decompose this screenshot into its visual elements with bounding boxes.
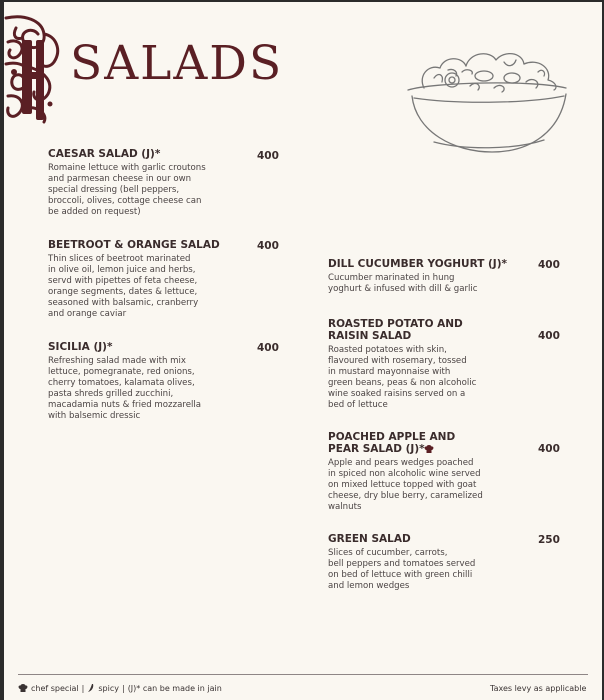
footer-divider xyxy=(18,674,588,675)
menu-item-caesar-salad xyxy=(48,148,238,218)
page-title: SALADS xyxy=(70,36,284,91)
item-description: Thin slices of beetroot marinated in olive oil, lemon juice and herbs, servd with pipettes of feta cheese, orange segments, dates & lettuce, seasoned with balsamic, cranberry and orange caviar xyxy=(48,254,199,319)
menu-item-beetroot-orange-salad xyxy=(48,239,248,320)
item-price: 400 xyxy=(538,259,560,271)
item-name: SICILIA (J)* xyxy=(48,341,113,353)
legend-spicy: spicy xyxy=(98,683,119,693)
menu-item-poached-apple-pear-salad xyxy=(328,431,533,513)
item-price: 400 xyxy=(257,342,279,354)
item-description: Slices of cucumber, carrots, bell peppers and tomatoes served on bed of lettuce with green chilli and lemon wedges xyxy=(328,548,476,591)
item-price: 400 xyxy=(538,330,560,342)
ornament-flourish-icon xyxy=(4,12,64,124)
item-name: DILL CUCUMBER YOGHURT (J)* xyxy=(328,258,508,270)
item-price: 400 xyxy=(538,443,560,455)
menu-item-roasted-potato-raisin-salad xyxy=(328,318,528,411)
item-name: GREEN SALAD xyxy=(328,533,411,545)
item-description: Refreshing salad made with mix lettuce, pomegranate, red onions, cherry tomatoes, kalamata olives, pasta shreds grilled zucchini, macadamia nuts & fried mozzarella with balsemic dressic xyxy=(48,356,202,421)
item-name: BEETROOT & ORANGE SALAD xyxy=(48,239,220,251)
item-price: 400 xyxy=(257,240,279,252)
item-name: CAESAR SALAD (J)* xyxy=(48,148,161,160)
item-description: Apple and pears wedges poached in spiced non alcoholic wine served on mixed lettuce topped with goat cheese, dry blue berry, caramelized walnuts xyxy=(328,458,483,512)
legend-jain-note: (J)* can be made in jain xyxy=(127,683,222,693)
footer-legend xyxy=(18,683,222,693)
item-price: 400 xyxy=(257,150,279,162)
chef-hat-icon xyxy=(18,683,28,693)
menu-item-sicilia xyxy=(48,341,248,422)
item-name: POACHED APPLE AND PEAR SALAD (J)* xyxy=(328,431,456,455)
item-description: Roasted potatoes with skin, flavoured with rosemary, tossed in mustard mayonnaise with green beans, peas & non alcoholic wine soaked raisins served on a bed of lettuce xyxy=(328,345,477,410)
item-name: ROASTED POTATO AND RAISIN SALAD xyxy=(328,318,463,342)
menu-item-dill-cucumber-yoghurt xyxy=(328,258,528,295)
taxes-note: Taxes levy as applicable xyxy=(490,684,587,693)
item-price: 250 xyxy=(538,534,560,546)
legend-separator: | xyxy=(121,683,125,693)
item-description: Romaine lettuce with garlic croutons and parmesan cheese in our own special dressing (bell peppers, broccoli, olives, cottage cheese can be added on request) xyxy=(48,163,206,217)
legend-chef-special: chef special xyxy=(31,683,79,693)
salad-bowl-icon xyxy=(404,42,574,162)
legend-separator: | xyxy=(81,683,85,693)
chef-hat-icon xyxy=(424,444,434,454)
item-description: Cucumber marinated in hung yoghurt & infused with dill & garlic xyxy=(328,273,478,294)
menu-page xyxy=(4,2,602,700)
menu-item-green-salad xyxy=(328,533,528,592)
chili-icon xyxy=(87,683,95,693)
